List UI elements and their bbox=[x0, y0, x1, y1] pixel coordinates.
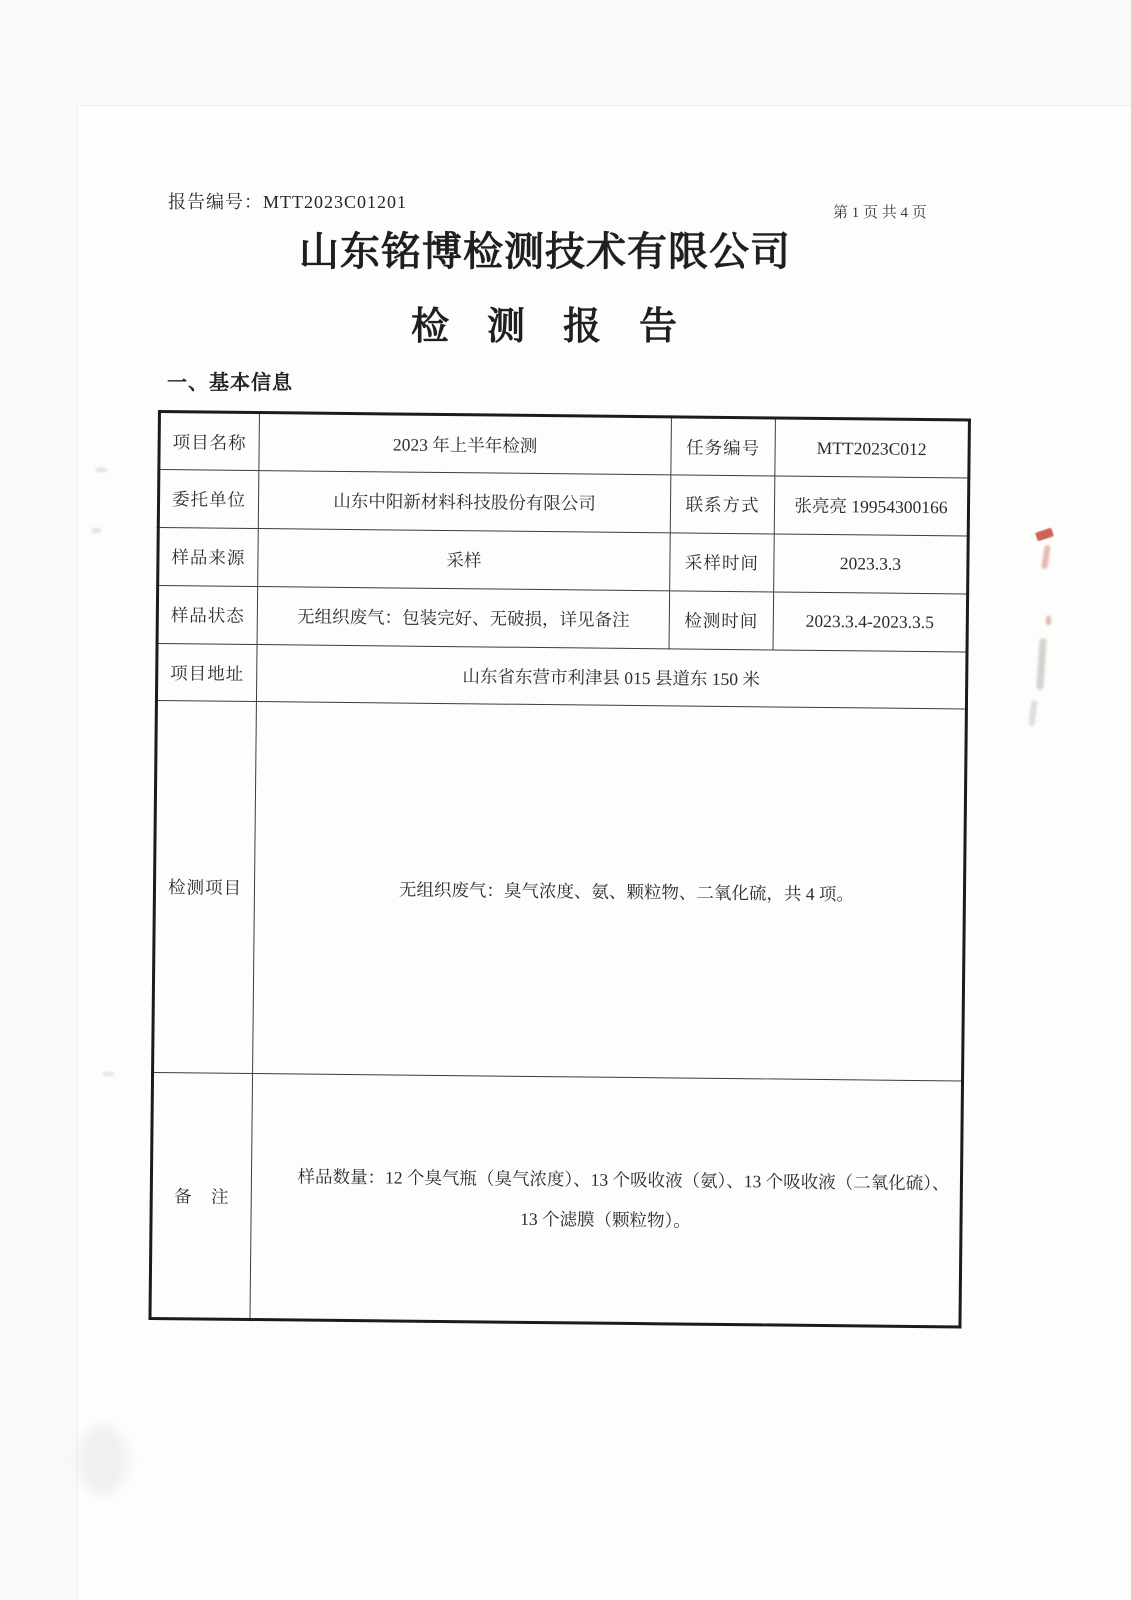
table-row bbox=[159, 412, 970, 478]
value-test-items: 无组织废气：臭气浓度、氨、颗粒物、二氧化硫，共 4 项。 bbox=[253, 702, 967, 1081]
value-project-address: 山东省东营市利津县 015 县道东 150 米 bbox=[256, 645, 967, 709]
value-task-number: MTT2023C012 bbox=[775, 418, 970, 478]
label-sampling-time: 采样时间 bbox=[670, 533, 775, 592]
table-row bbox=[150, 1072, 963, 1326]
label-project-address: 项目地址 bbox=[156, 644, 257, 702]
label-sample-source: 样品来源 bbox=[158, 528, 259, 587]
label-task-number: 任务编号 bbox=[671, 417, 776, 476]
report-number-label: 报告编号： bbox=[168, 192, 263, 212]
section-title-basic-info: 一、基本信息 bbox=[167, 372, 293, 394]
value-test-time: 2023.3.4-2023.3.5 bbox=[773, 592, 968, 652]
value-project-name: 2023 年上半年检测 bbox=[259, 413, 672, 475]
value-contact: 张亮亮 19954300166 bbox=[774, 476, 969, 536]
label-test-time: 检测时间 bbox=[669, 591, 774, 650]
page-indicator: 第 1 页 共 4 页 bbox=[833, 205, 927, 221]
table-row bbox=[156, 644, 967, 709]
label-project-name: 项目名称 bbox=[159, 412, 260, 471]
value-sample-source: 采样 bbox=[258, 529, 671, 591]
value-sampling-time: 2023.3.3 bbox=[774, 534, 969, 594]
label-contact: 联系方式 bbox=[670, 475, 775, 534]
report-number-line bbox=[168, 188, 407, 214]
basic-info-table bbox=[148, 410, 970, 1328]
value-remarks: 样品数量：12 个臭气瓶（臭气浓度）、13 个吸收液（氨）、13 个吸收液（二氧化硫）、13 个滤膜（颗粒物）。 bbox=[250, 1074, 963, 1327]
label-remarks: 备 注 bbox=[150, 1072, 253, 1319]
value-sample-status: 无组织废气：包装完好、无破损，详见备注 bbox=[257, 587, 670, 649]
report-number-value: MTT2023C01201 bbox=[263, 192, 408, 212]
table-row bbox=[157, 586, 968, 652]
table-row bbox=[153, 700, 967, 1080]
label-test-items: 检测项目 bbox=[153, 700, 257, 1073]
table-row bbox=[158, 470, 969, 536]
label-client-unit: 委托单位 bbox=[158, 470, 259, 529]
company-name-title: 山东铭博检测技术有限公司 bbox=[299, 229, 791, 274]
label-sample-status: 样品状态 bbox=[157, 586, 258, 645]
table-row bbox=[158, 528, 969, 594]
value-client-unit: 山东中阳新材料科技股份有限公司 bbox=[258, 471, 671, 533]
basic-info-table-wrapper bbox=[148, 410, 967, 1328]
report-title: 检 测 报 告 bbox=[410, 306, 677, 348]
